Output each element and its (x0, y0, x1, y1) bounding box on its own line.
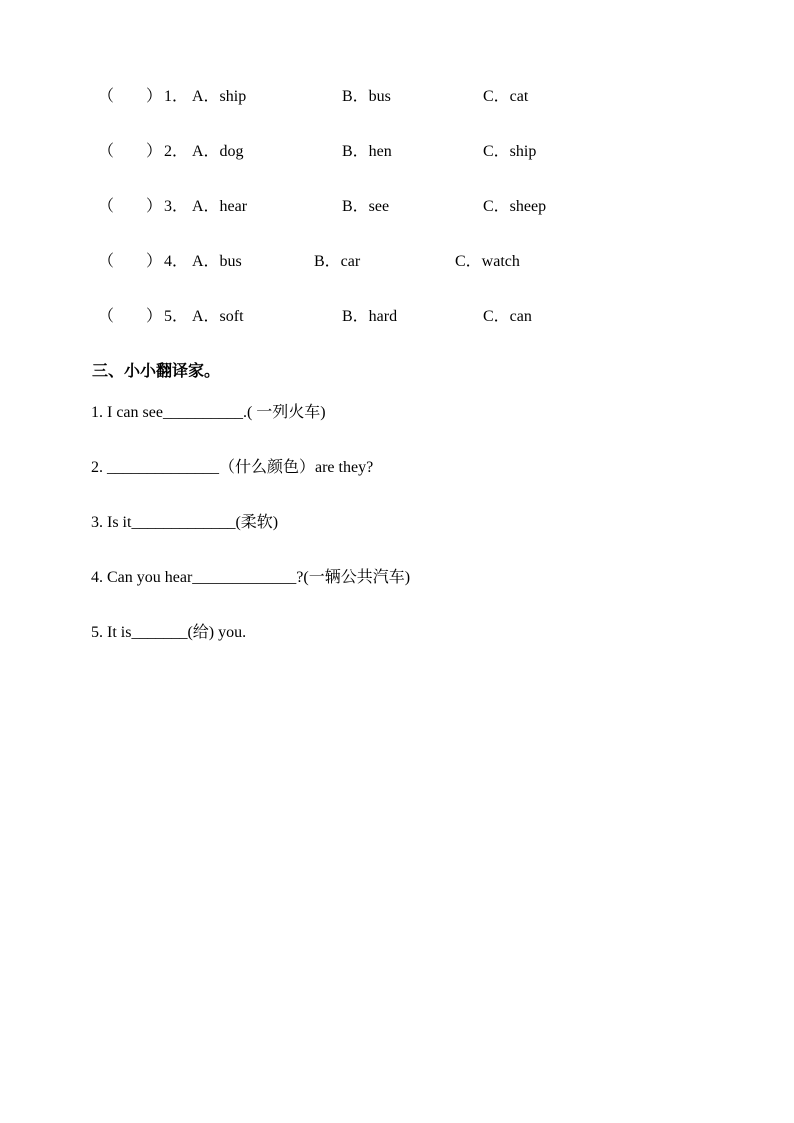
translation-item (91, 402, 326, 424)
translation-item (91, 622, 246, 644)
option-c: C．ship (483, 143, 537, 160)
translation-text: 1. I can see__________.( 一列火车) (91, 404, 326, 421)
option-a: A．dog (192, 143, 244, 160)
translation-item (91, 457, 373, 479)
translation-item (91, 512, 278, 534)
option-b: B．see (342, 198, 390, 215)
option-a: A．soft (192, 308, 244, 325)
section-heading: 三、小小翻译家。 (92, 363, 221, 380)
option-a: A．bus (192, 253, 242, 270)
translation-text: 5. It is_______(给) you. (91, 624, 247, 641)
question-number: 3． (164, 198, 189, 215)
question-number: 2． (164, 143, 189, 160)
option-a: A．hear (192, 198, 248, 215)
translation-text: 2. ______________（什么颜色）are they? (91, 459, 374, 476)
translation-text: 3. Is it_____________(柔软) (91, 514, 279, 531)
question-number: 1． (164, 88, 189, 105)
option-b: B．hard (342, 308, 398, 325)
option-c: C．can (483, 308, 532, 325)
answer-paren: （ ） (98, 253, 163, 270)
translation-item (91, 567, 410, 589)
translation-text: 4. Can you hear_____________?(一辆公共汽车) (91, 569, 411, 586)
option-a: A．ship (192, 88, 247, 105)
answer-paren: （ ） (98, 198, 163, 215)
option-b: B．hen (342, 143, 392, 160)
question-number: 5． (164, 308, 189, 325)
answer-paren: （ ） (98, 143, 163, 160)
answer-paren: （ ） (98, 88, 163, 105)
option-b: B．car (314, 253, 361, 270)
answer-paren: （ ） (98, 308, 163, 325)
option-b: B．bus (342, 88, 391, 105)
option-c: C．sheep (483, 198, 547, 215)
question-number: 4． (164, 253, 189, 270)
option-c: C．cat (483, 88, 529, 105)
option-c: C．watch (455, 253, 520, 270)
